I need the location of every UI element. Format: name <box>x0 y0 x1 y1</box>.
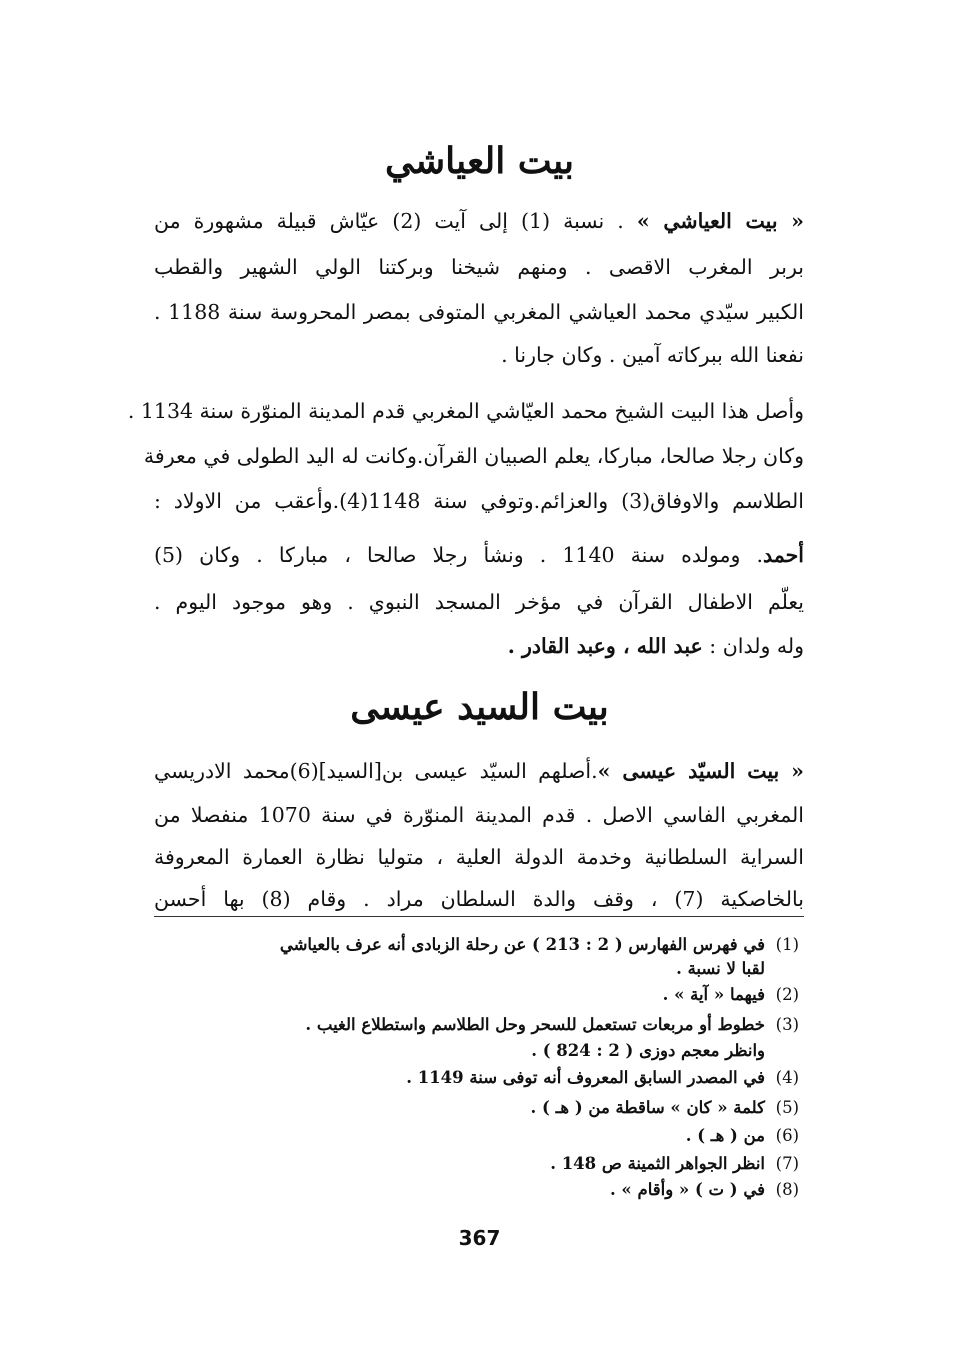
line-text: نفعنا الله ببركاته آمين . وكان جارنا . <box>501 343 804 367</box>
footnote-text: فيهما « آية » . <box>662 985 765 1004</box>
footnote-text: من ( هـ ) . <box>685 1126 765 1145</box>
line-text: بربر المغرب الاقصى . ومنهم شيخنا وبركتنا الولي الشهير والقطب <box>154 255 804 279</box>
line-text: الطلاسم والاوفاق(3) والعزائم.وتوفي سنة 1148(4).وأعقب من الاولاد : <box>154 489 804 513</box>
line-text: بالخاصكية (7) ، وقف والدة السلطان مراد . وقام (8) بها أحسن <box>154 887 804 911</box>
p4-line-3 <box>154 842 804 872</box>
p4-line-2 <box>154 800 804 830</box>
line-text: وأصل هذا البيت الشيخ محمد العيّاشي المغربي قدم المدينة المنوّرة سنة 1134 . <box>127 399 804 423</box>
bold-term: أحمد <box>763 543 804 567</box>
footnote-6 <box>159 1124 799 1148</box>
footnote-5 <box>159 1096 799 1120</box>
line-text: يعلّم الاطفال القرآن في مؤخر المسجد النبوي . وهو موجود اليوم . <box>154 590 804 614</box>
p2-line-3 <box>154 486 804 516</box>
page-number: 367 <box>458 1226 501 1250</box>
p1-line-2 <box>154 252 804 282</box>
p2-line-1 <box>127 396 804 426</box>
footnote-1-continued <box>159 957 799 981</box>
section-heading-ayyashi: بيت العياشي <box>384 140 575 182</box>
footnote-number: (1) <box>775 935 799 954</box>
bold-term: « بيت السيّد عيسى » <box>597 759 804 783</box>
p1-line-1 <box>154 206 804 236</box>
line-text: السراية السلطانية وخدمة الدولة العلية ، متوليا نظارة العمارة المعروفة <box>154 845 804 869</box>
line-text: .أصلهم السيّد عيسى بن[السيد](6)محمد الادريسي <box>154 759 598 783</box>
footnote-text: في ( ت ) « وأقام » . <box>609 1180 765 1199</box>
footnote-number: (8) <box>775 1180 799 1199</box>
line-text: المغربي الفاسي الاصل . قدم المدينة المنوّرة في سنة 1070 منفصلا من <box>154 803 804 827</box>
p3-line-1 <box>154 540 804 570</box>
footnote-8 <box>159 1178 799 1202</box>
line-text: وكان رجلا صالحا، مباركا، يعلم الصبيان القرآن.وكانت له اليد الطولى في معرفة <box>143 444 804 468</box>
bold-term: « بيت العياشي » <box>636 209 804 233</box>
footnote-2 <box>159 983 799 1007</box>
line-text: وله ولدان : <box>702 634 804 658</box>
p1-line-3 <box>154 297 804 327</box>
p3-line-3 <box>154 631 804 661</box>
p1-line-4 <box>154 340 804 370</box>
footnote-text: وانظر معجم دوزى ( 2 : 824 ) . <box>531 1041 765 1060</box>
footnote-7 <box>159 1152 799 1176</box>
footnote-text: لقبا لا نسبة . <box>676 959 765 978</box>
footnote-3-continued <box>159 1039 799 1063</box>
footnote-number: (2) <box>775 985 799 1004</box>
footnote-text: خطوط أو مربعات تستعمل للسحر وحل الطلاسم واستطلاع الغيب . <box>305 1015 765 1034</box>
footnote-number: (6) <box>775 1126 799 1145</box>
p4-line-4 <box>154 884 804 914</box>
footnote-4 <box>159 1066 799 1090</box>
footnote-1 <box>159 933 799 957</box>
footnote-text: في فهرس الفهارس ( 2 : 213 ) عن رحلة الزبادى أنه عرف بالعياشي <box>279 935 765 954</box>
p4-line-1 <box>154 756 804 786</box>
footnote-number: (7) <box>775 1154 799 1173</box>
bold-term: عبد الله ، وعبد القادر . <box>507 634 703 658</box>
footnote-divider <box>154 916 804 917</box>
footnote-number: (4) <box>775 1068 799 1087</box>
section-heading-sayyid-isa: بيت السيد عيسى <box>350 686 609 728</box>
footnote-number: (3) <box>775 1015 799 1034</box>
line-text: . نسبة (1) إلى آيت (2) عيّاش قبيلة مشهورة من <box>154 209 637 233</box>
footnote-3 <box>159 1013 799 1037</box>
p3-line-2 <box>154 587 804 617</box>
p2-line-2 <box>143 441 804 471</box>
footnote-text: في المصدر السابق المعروف أنه توفى سنة 1149 . <box>406 1068 765 1087</box>
footnote-number: (5) <box>775 1098 799 1117</box>
line-text: الكبير سيّدي محمد العياشي المغربي المتوفى بمصر المحروسة سنة 1188 . <box>154 300 804 324</box>
footnote-text: كلمة « كان » ساقطة من ( هـ ) . <box>530 1098 765 1117</box>
line-text: . ومولده سنة 1140 . ونشأ رجلا صالحا ، مباركا . وكان (5) <box>154 543 764 567</box>
footnote-text: انظر الجواهر الثمينة ص 148 . <box>550 1154 765 1173</box>
